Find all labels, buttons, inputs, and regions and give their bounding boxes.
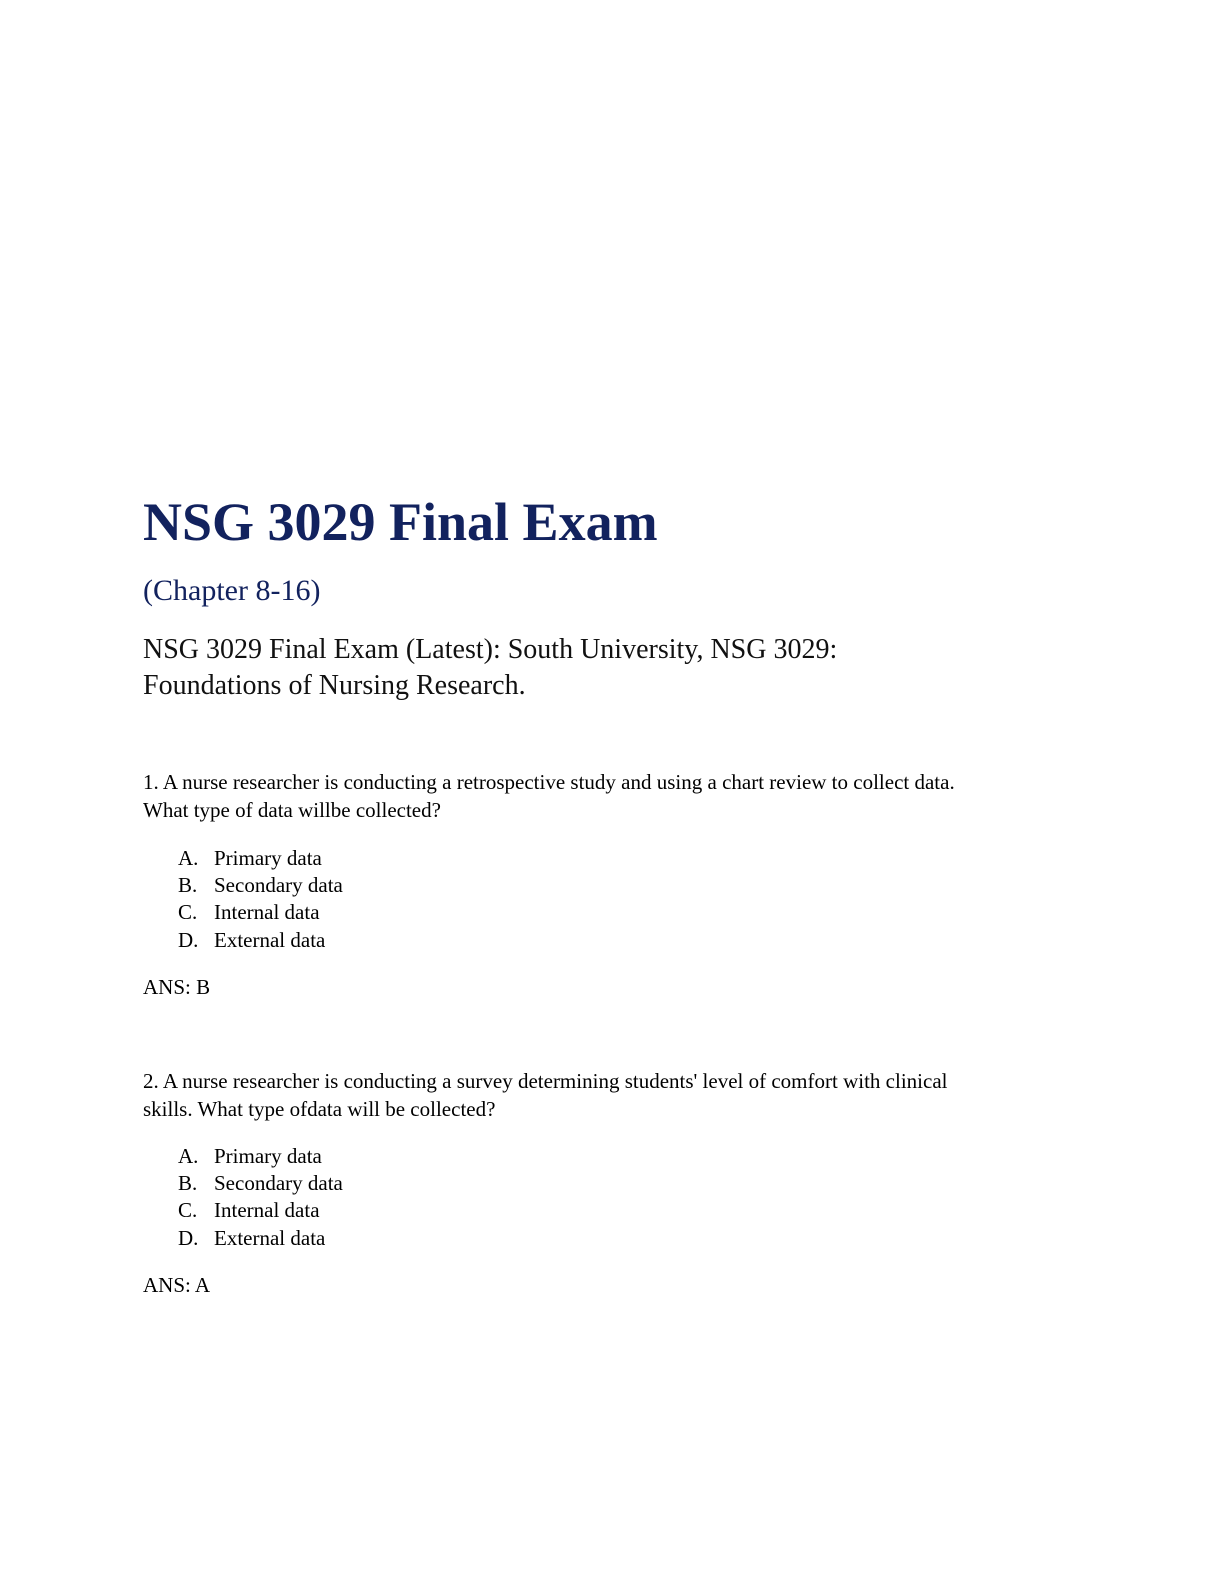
option-letter: C.	[178, 900, 198, 925]
question-2-line-1: 2. A nurse researcher is conducting a survey determining students' level of comfort with clinical	[143, 1069, 948, 1093]
option-text: Internal data	[214, 900, 320, 925]
question-2-answer: ANS: A	[143, 1273, 211, 1297]
option-text: External data	[214, 927, 326, 952]
course-subtitle	[143, 632, 1043, 704]
question-2-options	[178, 1143, 343, 1252]
question-2-text	[143, 1068, 1083, 1123]
question-1-option-d	[178, 927, 343, 954]
subtitle-line-2: Foundations of Nursing Research.	[143, 670, 526, 701]
option-text: Secondary data	[214, 1171, 343, 1196]
question-1-text	[143, 769, 1083, 824]
option-letter: C.	[178, 1198, 198, 1223]
option-letter: D.	[178, 927, 199, 952]
question-1-line-1: 1. A nurse researcher is conducting a retrospective study and using a chart review to collect data.	[143, 770, 955, 794]
option-letter: B.	[178, 1171, 198, 1196]
option-letter: A.	[178, 846, 199, 870]
question-2-line-2: skills. What type ofdata will be collected?	[143, 1096, 496, 1121]
option-letter: D.	[178, 1225, 199, 1250]
option-text: Primary data	[214, 1144, 322, 1168]
page-title: NSG 3029 Final Exam	[143, 492, 658, 552]
question-1-line-2: What type of data willbe collected?	[143, 797, 441, 822]
question-2-option-b	[178, 1170, 343, 1197]
question-1-option-c	[178, 899, 343, 926]
question-1-answer: ANS: B	[143, 975, 211, 999]
question-2-option-c	[178, 1197, 343, 1224]
option-letter: B.	[178, 873, 198, 898]
subtitle-line-1: NSG 3029 Final Exam (Latest): South University, NSG 3029:	[143, 634, 838, 665]
option-letter: A.	[178, 1144, 199, 1168]
option-text: Primary data	[214, 846, 322, 870]
question-1-options	[178, 845, 343, 954]
question-1-option-b	[178, 872, 343, 899]
question-2-option-d	[178, 1225, 343, 1252]
chapter-range: (Chapter 8-16)	[143, 574, 321, 607]
option-text: External data	[214, 1225, 326, 1250]
option-text: Internal data	[214, 1198, 320, 1223]
option-text: Secondary data	[214, 873, 343, 898]
question-2-option-a	[178, 1143, 343, 1170]
question-1-option-a	[178, 845, 343, 872]
